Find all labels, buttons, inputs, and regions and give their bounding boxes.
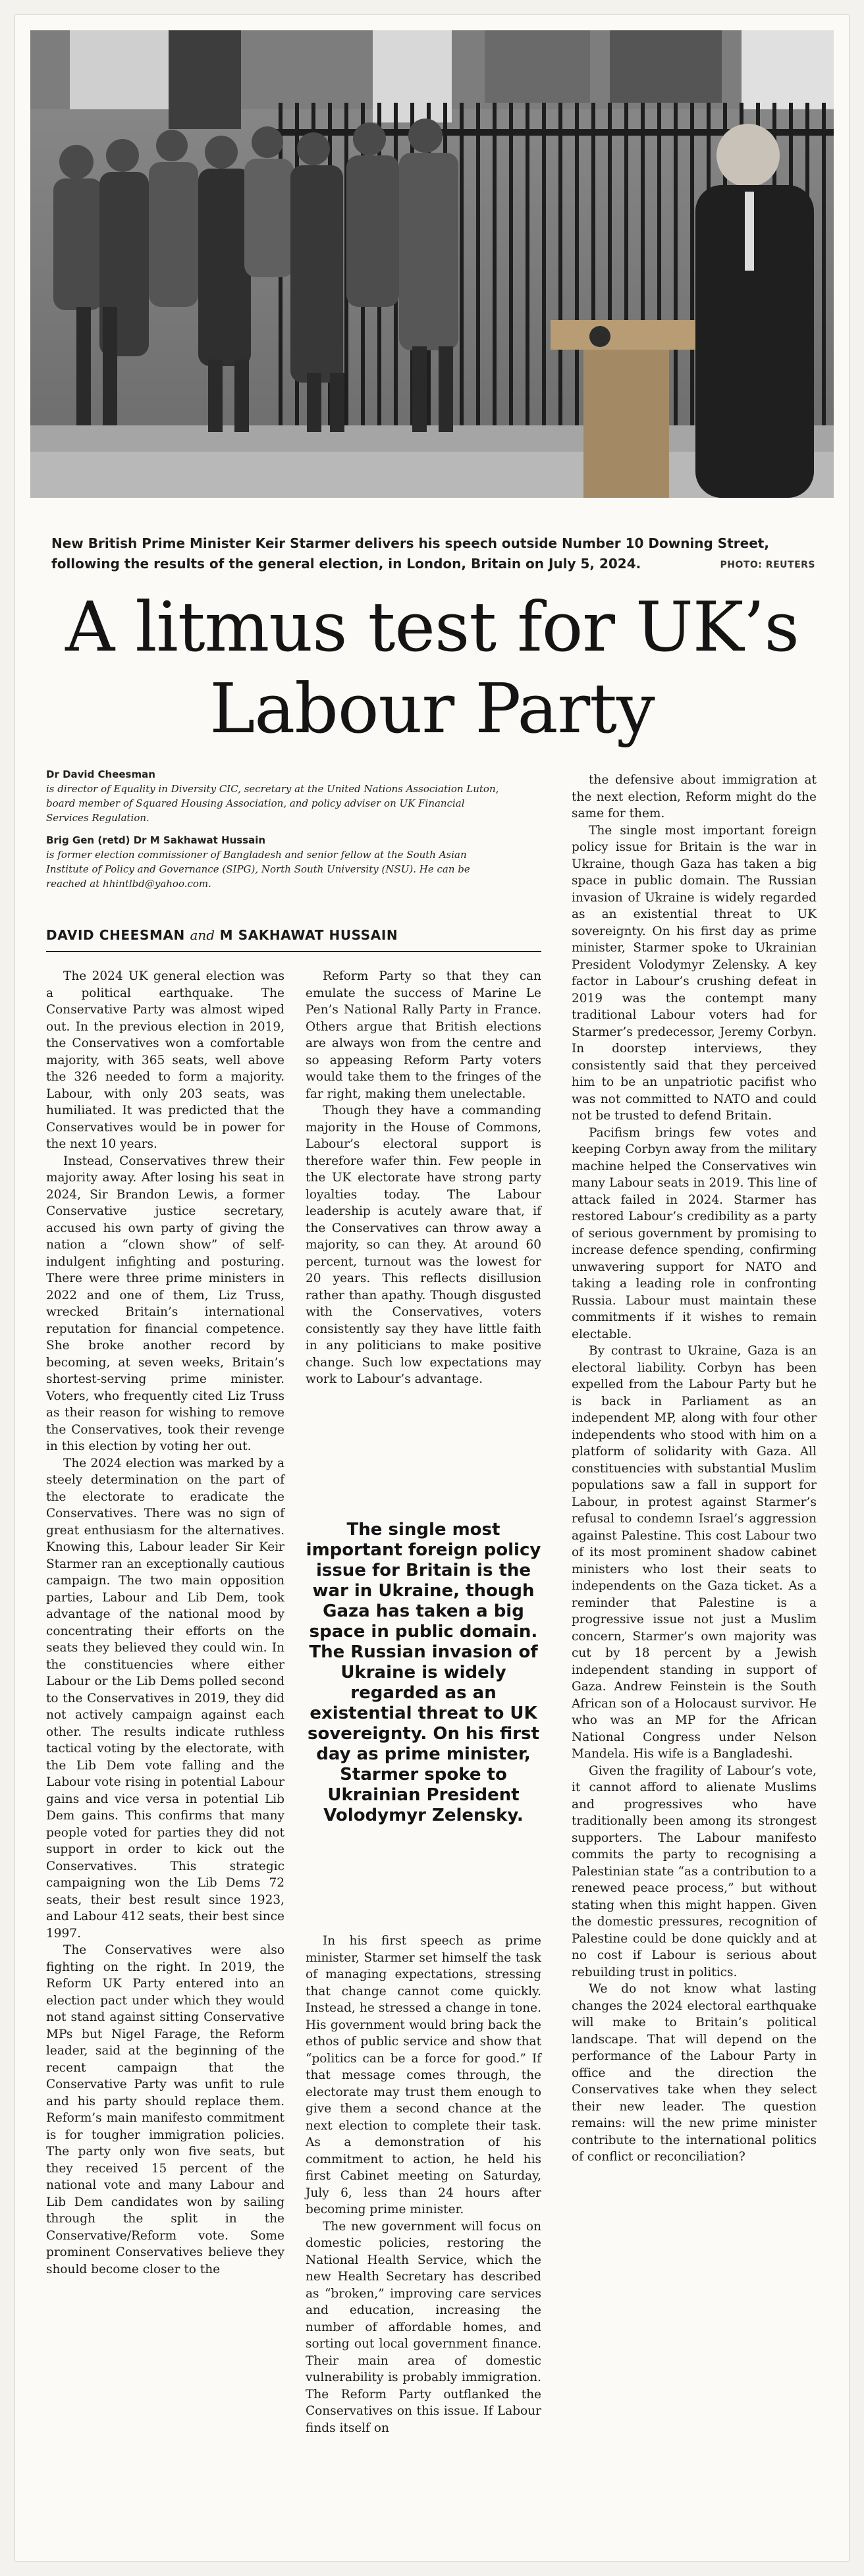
paragraph: The new government will focus on domestic policies, restoring the National Health Service, which the new Health Secretary has described as “broken,” improving care services and education, increasing the number of affordable homes, and sorting out local government finance. Their main area of domestic vulnerability is probably immigration. The Reform Party outflanked the Conservatives on this issue. If Labour finds itself on [306,2219,541,2435]
headline [30,586,834,749]
pull-quote: The single most important foreign policy issue for Britain is the war in Ukraine, though Gaza has taken a big space in public domain. The Russian invasion of Ukraine is widely regarded as an existential threat to UK sovereignty. On his first day as prime minister, Starmer spoke to Ukrainian President Volodymyr Zelensky. [306,1520,541,1825]
paragraph: The Conservatives were also fighting on the right. In 2019, the Reform UK Party entered into an election pact under which they would not stand against sitting Conservative MPs but Nigel Farage, the Reform leader, said at the beginning of the recent campaign that the Conservative Party was unfit to rule and his party should replace them. Reform’s main manifesto commitment is for tougher immigration policies. The party only won five seats, but they received 15 percent of the national vote and many Labour and Lib Dem candidates won by sailing through the split in the Conservative/Reform vote. Some prominent Conservatives believe they should become closer to the [46,1943,284,2276]
article-column-1 [46,968,284,2278]
paragraph: Though they have a commanding majority in the House of Commons, Labour’s electoral support is therefore wafer thin. Few people in the UK electorate have strong party loyalties today. The Labour leadership is acutely aware that, if the Conservatives can throw away a majority, so can they. At around 60 percent, turnout was the lowest for 20 years. This reflects disillusion rather than apathy. Though disgusted with the Conservatives, voters consistently say they have little faith in any politicians to make positive change. Such low expectations may work to Labour’s advantage. [306,1104,541,1386]
article-column-2 [306,968,541,1388]
paragraph: The single most important foreign policy issue for Britain is the war in Ukraine, though Gaza has taken a big space in public domain. The Russian invasion of Ukraine is widely regarded as an existential threat to UK sovereignty. On his first day as prime minister, Starmer spoke to Ukrainian President Volodymyr Zelensky. A key factor in Labour’s crushing defeat in 2019 was the contempt many traditional Labour voters had for Starmer’s predecessor, Jeremy Corbyn. In doorstep interviews, they consistently said that they perceived him to be an unpatriotic pacifist who was not committed to NATO and could not be trusted to defend Britain. [572,823,817,1123]
paragraph: In his first speech as prime minister, Starmer set himself the task of managing expectations, stressing that change cannot come quickly. Instead, he stressed a change in tone. His government would bring back the ethos of public service and show that “politics can be a force for good.” If that message comes through, the electorate may trust them enough to give them a second chance at the next election to complete their task. As a demonstration of his commitment to action, he held his first Cabinet meeting on Saturday, July 6, less than 24 hours after becoming prime minister. [306,1934,541,2216]
paragraph: the defensive about immigration at the next election, Reform might do the same for them. [572,773,817,820]
headline-line-2: Labour Party [209,668,655,749]
article-column-2-continued [306,1933,541,2436]
news-photo [30,30,834,498]
paragraph: By contrast to Ukraine, Gaza is an electoral liability. Corbyn has been expelled from the Labour Party but he is back in Parliament as an independent MP, along with four other independents who stood with him on a platform of solidarity with Gaza. All constituencies with substantial Muslim populations saw a fall in support for Labour, in protest against Starmer’s refusal to condemn Israel’s aggression against Palestine. This cost Labour two of its most prominent shadow cabinet ministers who lost their seats to independents on the Gaza ticket. As a reminder that Palestine is a progressive issue not just a Muslim concern, Starmer’s own majority was cut by 18 percent by a Jewish independent standing in support of Gaza. Andrew Feinstein is the South African son of a Holocaust survivor. He who was an MP for the African National Congress under Nelson Mandela. His wife is a Bangladeshi. [572,1344,817,1761]
photo-illustration [30,30,834,498]
paragraph: We do not know what lasting changes the 2024 electoral earthquake will make to Britain’s political landscape. That will depend on the performance of the Labour Party in office and the direction the Conservatives take when they select their new leader. The question remains: will the new prime minister contribute to the international politics of conflict or reconciliation? [572,1982,817,2164]
paragraph: Pacifism brings few votes and keeping Corbyn away from the military machine helped the Conservatives win many Labour seats in 2019. This line of attack failed in 2024. Starmer has restored Labour’s credibility as a party of serious government by promising to increase defence spending, confirming unwavering support for NATO and taking a leading role in confronting Russia. Labour must maintain these commitments if it wishes to remain electable. [572,1125,817,1341]
author-name: Dr David Cheesman [46,768,155,780]
paragraph: Reform Party so that they can emulate the success of Marine Le Pen’s National Rally Party in France. Others argue that British elections are always won from the centre and so appeasing Reform Party voters would take them to the fringes of the far right, making them unelectable. [306,969,541,1101]
author-bio: is director of Equality in Diversity CIC, secretary at the United Nations Association Luton, board member of Squared Housing Association, and policy adviser on UK Financial Services Regulation. [46,783,499,824]
paragraph: Instead, Conservatives threw their majority away. After losing his seat in 2024, Sir Brandon Lewis, a former Conservative justice secretary, accused his own party of giving the nation a “clown show” of self-indulgent infighting and posturing. There were three prime ministers in 2022 and one of them, Liz Truss, wrecked Britain’s international reputation for financial competence. She broke another record by becoming, at seven weeks, Britain’s shortest-serving prime minister. Voters, who frequently cited Liz Truss as their reason for wishing to remove the Conservatives, took their revenge in this election by voting her out. [46,1154,284,1453]
paragraph: Given the fragility of Labour’s vote, it cannot afford to alienate Muslims and progressives who have traditionally been among its strongest supporters. The Labour manifesto commits the party to recognising a Palestinian state “as a contribution to a renewed peace process,” but without stating when this might happen. Given the domestic pressures, recognition of Palestine could be done quickly and at no cost if Labour is serious about rebuilding trust in politics. [572,1763,817,1979]
photo-caption [51,533,815,576]
byline-author-1: DAVID CHEESMAN [46,927,185,943]
headline-line-1: A litmus test for UK’s [65,587,799,667]
author-name: Brig Gen (retd) Dr M Sakhawat Hussain [46,834,266,846]
author-bios [46,767,507,891]
paragraph: The 2024 UK general election was a political earthquake. The Conservative Party was almost wiped out. In the previous election in 2019, the Conservatives won a comfortable majority, with 365 seats, well above the 326 needed to form a majority. Labour, with only 203 seats, was humiliated. It was predicted that the Conservatives would be in power for the next 10 years. [46,969,284,1151]
paragraph: The 2024 election was marked by a steely determination on the part of the electorate to eradicate the Conservatives. There was no sign of great enthusiasm for the alternatives. Knowing this, Labour leader Sir Keir Starmer ran an exceptionally cautious campaign. The two main opposition parties, Labour and Lib Dem, took advantage of the national mood by concentrating their efforts on the seats they believed they could win. In the constituencies where either Labour or the Lib Dems polled second to the Conservatives in 2019, they did not actively campaign against each other. The results indicate ruthless tactical voting by the electorate, with the Lib Dem vote falling and the Labour vote rising in potential Labour gains and vice versa in potential Lib Dem gains. This confirms that many people voted for parties they did not support in order to kick out the Conservatives. This strategic campaigning won the Lib Dems 72 seats, their best result since 1923, and Labour 412 seats, their best since 1997. [46,1456,284,1941]
byline-author-2: M SAKHAWAT HUSSAIN [219,927,398,943]
byline [46,927,541,952]
author-bio: is former election commissioner of Bangladesh and senior fellow at the South Asian Institute of Policy and Governance (SIPG), North South University (NSU). He can be reached at hhintlbd@yahoo.com. [46,849,470,890]
byline-conjunction: and [190,927,215,943]
photo-credit: PHOTO: REUTERS [720,560,815,570]
caption-text: New British Prime Minister Keir Starmer delivers his speech outside Number 10 Downing Street, following the results of the general election, in London, Britain on July 5, 2024. [51,535,769,572]
article-column-3 [572,772,817,2166]
